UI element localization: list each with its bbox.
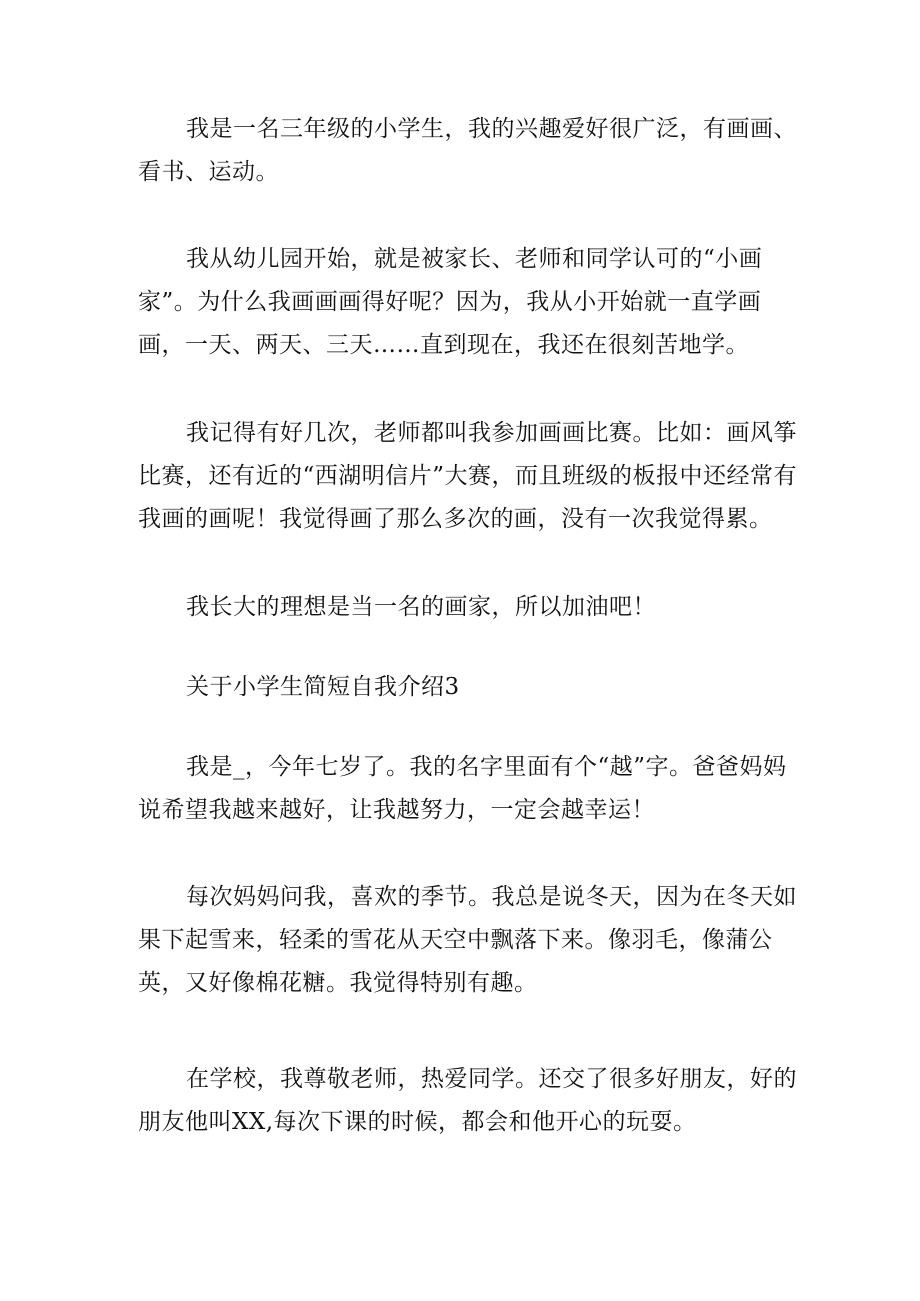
paragraph-name: 我是_，今年七岁了。我的名字里面有个“越”字。爸爸妈妈说希望我越来越好，让我越努力，一定会越幸运！ <box>138 754 787 823</box>
section-heading: 关于小学生简短自我介绍3 <box>186 674 460 700</box>
paragraph-competitions: 我记得有好几次，老师都叫我参加画画比赛。比如：画风筝比赛，还有近的“西湖明信片”大赛，而且班级的板报中还经常有我画的画呢！我觉得画了那么多次的画，没有一次我觉得累。 <box>138 420 798 532</box>
paragraph-hobbies: 我是一名三年级的小学生，我的兴趣爱好很广泛，有画画、看书、运动。 <box>138 116 797 185</box>
paragraph-school: 在学校，我尊敬老师，热爱同学。还交了很多好朋友，好的朋友他叫XX,每次下课的时候，都会和他开心的玩耍。 <box>138 1066 797 1135</box>
paragraph-little-painter: 我从幼儿园开始，就是被家长、老师和同学认可的“小画家”。为什么我画画画得好呢？因为，我从小开始就一直学画画，一天、两天、三天……直到现在，我还在很刻苦地学。 <box>138 246 763 358</box>
paragraph-winter: 每次妈妈问我，喜欢的季节。我总是说冬天，因为在冬天如果下起雪来，轻柔的雪花从天空中飘落下来。像羽毛，像蒲公英，又好像棉花糖。我觉得特别有趣。 <box>138 884 797 996</box>
paragraph-dream: 我长大的理想是当一名的画家，所以加油吧！ <box>186 594 656 620</box>
